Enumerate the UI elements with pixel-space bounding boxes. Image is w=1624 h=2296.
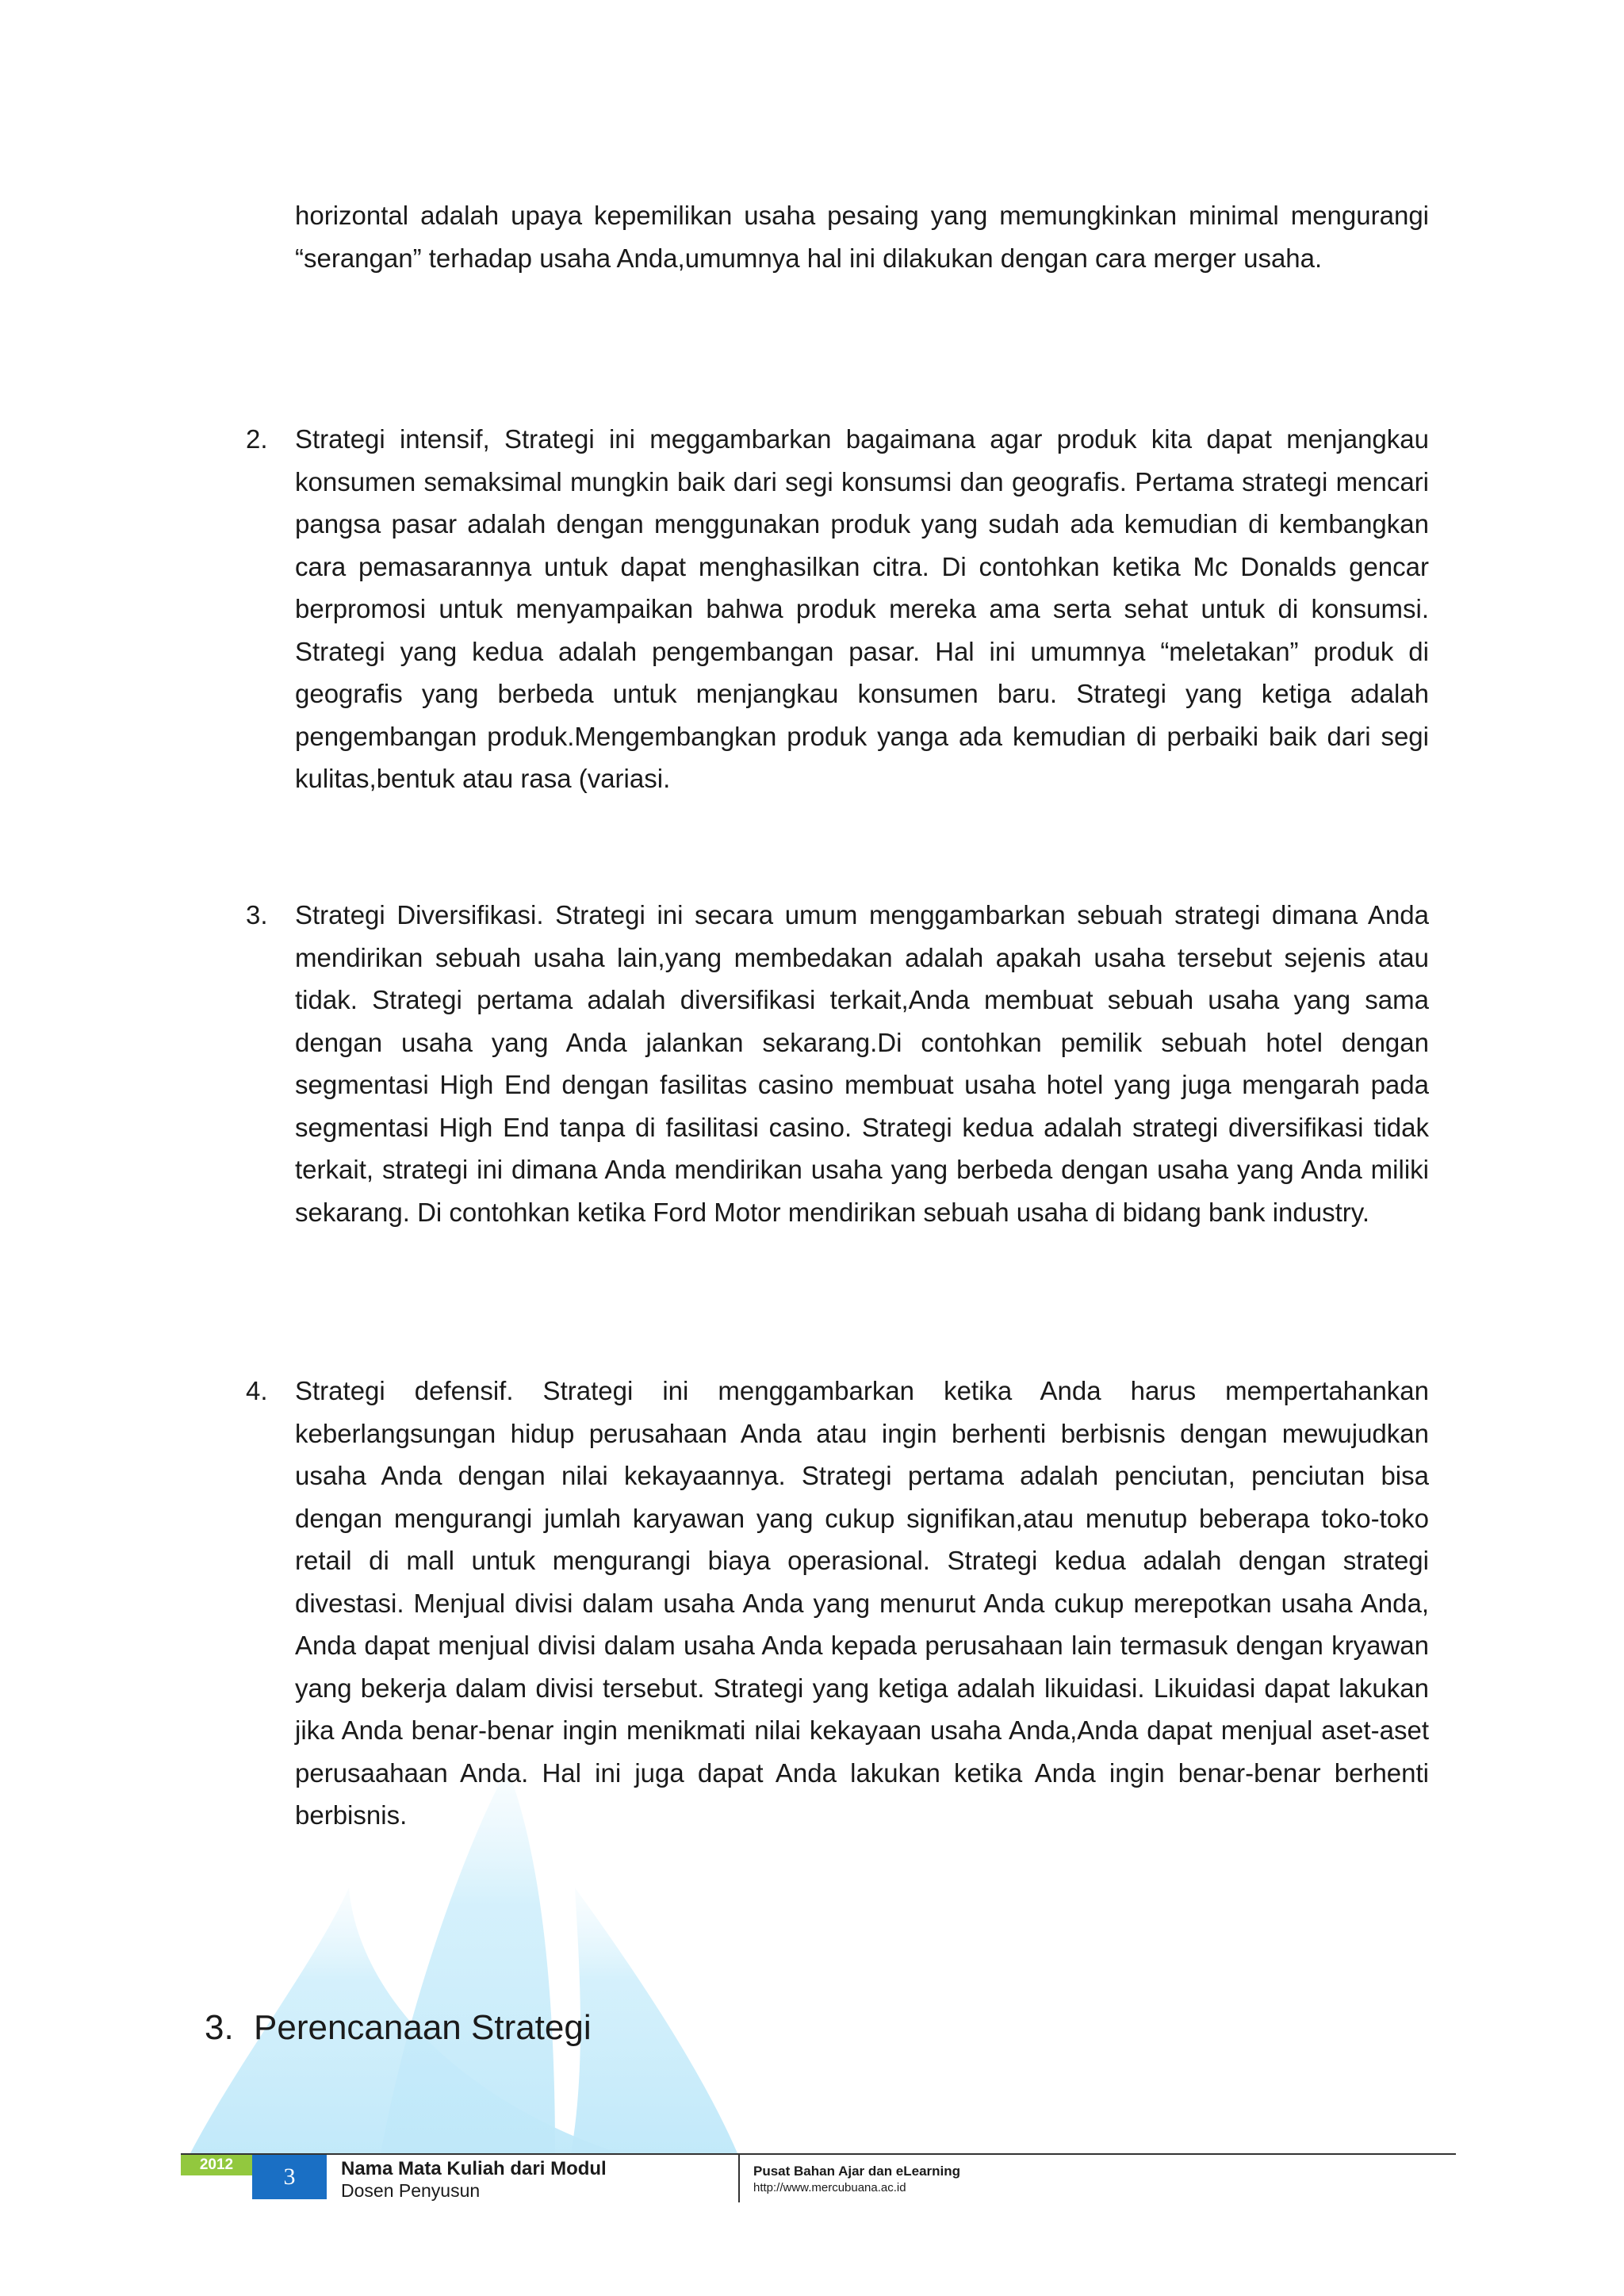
list-item-number: 4. xyxy=(246,1376,268,1405)
list-item xyxy=(246,894,1429,1233)
footer-divider xyxy=(738,2155,740,2202)
section-number: 3. xyxy=(205,2008,234,2047)
list-item-number: 3. xyxy=(246,900,268,930)
list-item xyxy=(246,418,1429,800)
section-title: Perencanaan Strategi xyxy=(254,2008,592,2047)
list-item-text: Strategi intensif, Strategi ini meggambarkan bagaimana agar produk kita dapat menjangkau konsumen semaksimal mungkin baik dari segi konsumsi dan geografis. Pertama strategi mencari pangsa pasar adalah dengan menggunakan produk yang sudah ada kemudian di kembangkan cara pemasarannya untuk dapat menghasilkan citra. Di contohkan ketika Mc Donalds gencar berpromosi untuk menyampaikan bahwa produk mereka ama serta sehat untuk di konsumsi. Strategi yang kedua adalah pengembangan pasar. Hal ini umumnya “meletakan” produk di geografis yang berbeda untuk menjangkau konsumen baru. Strategi yang ketiga adalah pengembangan produk.Mengembangkan produk yanga ada kemudian di perbaiki baik dari segi kulitas,bentuk atau rasa (variasi. xyxy=(295,424,1429,793)
footer-page-number: 3 xyxy=(252,2155,327,2199)
list-item xyxy=(246,1370,1429,1837)
intro-paragraph: horizontal adalah upaya kepemilikan usaha pesaing yang memungkinkan minimal mengurangi “serangan” terhadap usaha Anda,umumnya hal ini dilakukan dengan cara merger usaha. xyxy=(295,201,1429,273)
list-item-text: Strategi Diversifikasi. Strategi ini secara umum menggambarkan sebuah strategi dimana Anda mendirikan sebuah usaha lain,yang membedakan adalah apakah usaha tersebut sejenis atau tidak. Strategi pertama adalah diversifikasi terkait,Anda membuat sebuah usaha yang sama dengan usaha yang Anda jalankan sekarang.Di contohkan pemilik sebuah hotel dengan segmentasi High End dengan fasilitas casino membuat usaha hotel yang juga mengarah pada segmentasi High End tanpa di fasilitasi casino. Strategi kedua adalah strategi diversifikasi tidak terkait, strategi ini dimana Anda mendirikan usaha yang berbeda dengan usaha yang Anda miliki sekarang. Di contohkan ketika Ford Motor mendirikan sebuah usaha di bidang bank industry. xyxy=(295,900,1429,1227)
footer-author: Dosen Penyusun xyxy=(341,2180,481,2201)
section-heading xyxy=(205,2004,592,2052)
footer-center-name: Pusat Bahan Ajar dan eLearning xyxy=(753,2164,961,2179)
list-item-text: Strategi defensif. Strategi ini menggambarkan ketika Anda harus mempertahankan keberlangsungan hidup perusahaan Anda atau ingin berhenti berbisnis dengan mewujudkan usaha Anda dengan nilai kekayaannya. Strategi pertama adalah penciutan, penciutan bisa dengan mengurangi jumlah karyawan yang cukup signifikan,atau menutup beberapa toko-toko retail di mall untuk mengurangi biaya operasional. Strategi kedua adalah dengan strategi divestasi. Menjual divisi dalam usaha Anda yang menurut Anda cukup merepotkan usaha Anda, Anda dapat menjual divisi dalam usaha Anda kepada perusahaan lain termasuk dengan kryawan yang bekerja dalam divisi tersebut. Strategi yang ketiga adalah likuidasi. Likuidasi dapat lakukan jika Anda benar-benar ingin menikmati nilai kekayaan usaha Anda,Anda dapat menjual aset-aset perusaahaan Anda. Hal ini juga dapat Anda lakukan ketika Anda ingin benar-benar berhenti berbisnis. xyxy=(295,1376,1429,1830)
footer-rule xyxy=(181,2153,1456,2155)
footer-course-name: Nama Mata Kuliah dari Modul xyxy=(341,2158,607,2179)
footer-year-badge: 2012 xyxy=(181,2155,252,2175)
list-item-number: 2. xyxy=(246,424,268,454)
footer-url-link[interactable]: http://www.mercubuana.ac.id xyxy=(753,2181,906,2194)
